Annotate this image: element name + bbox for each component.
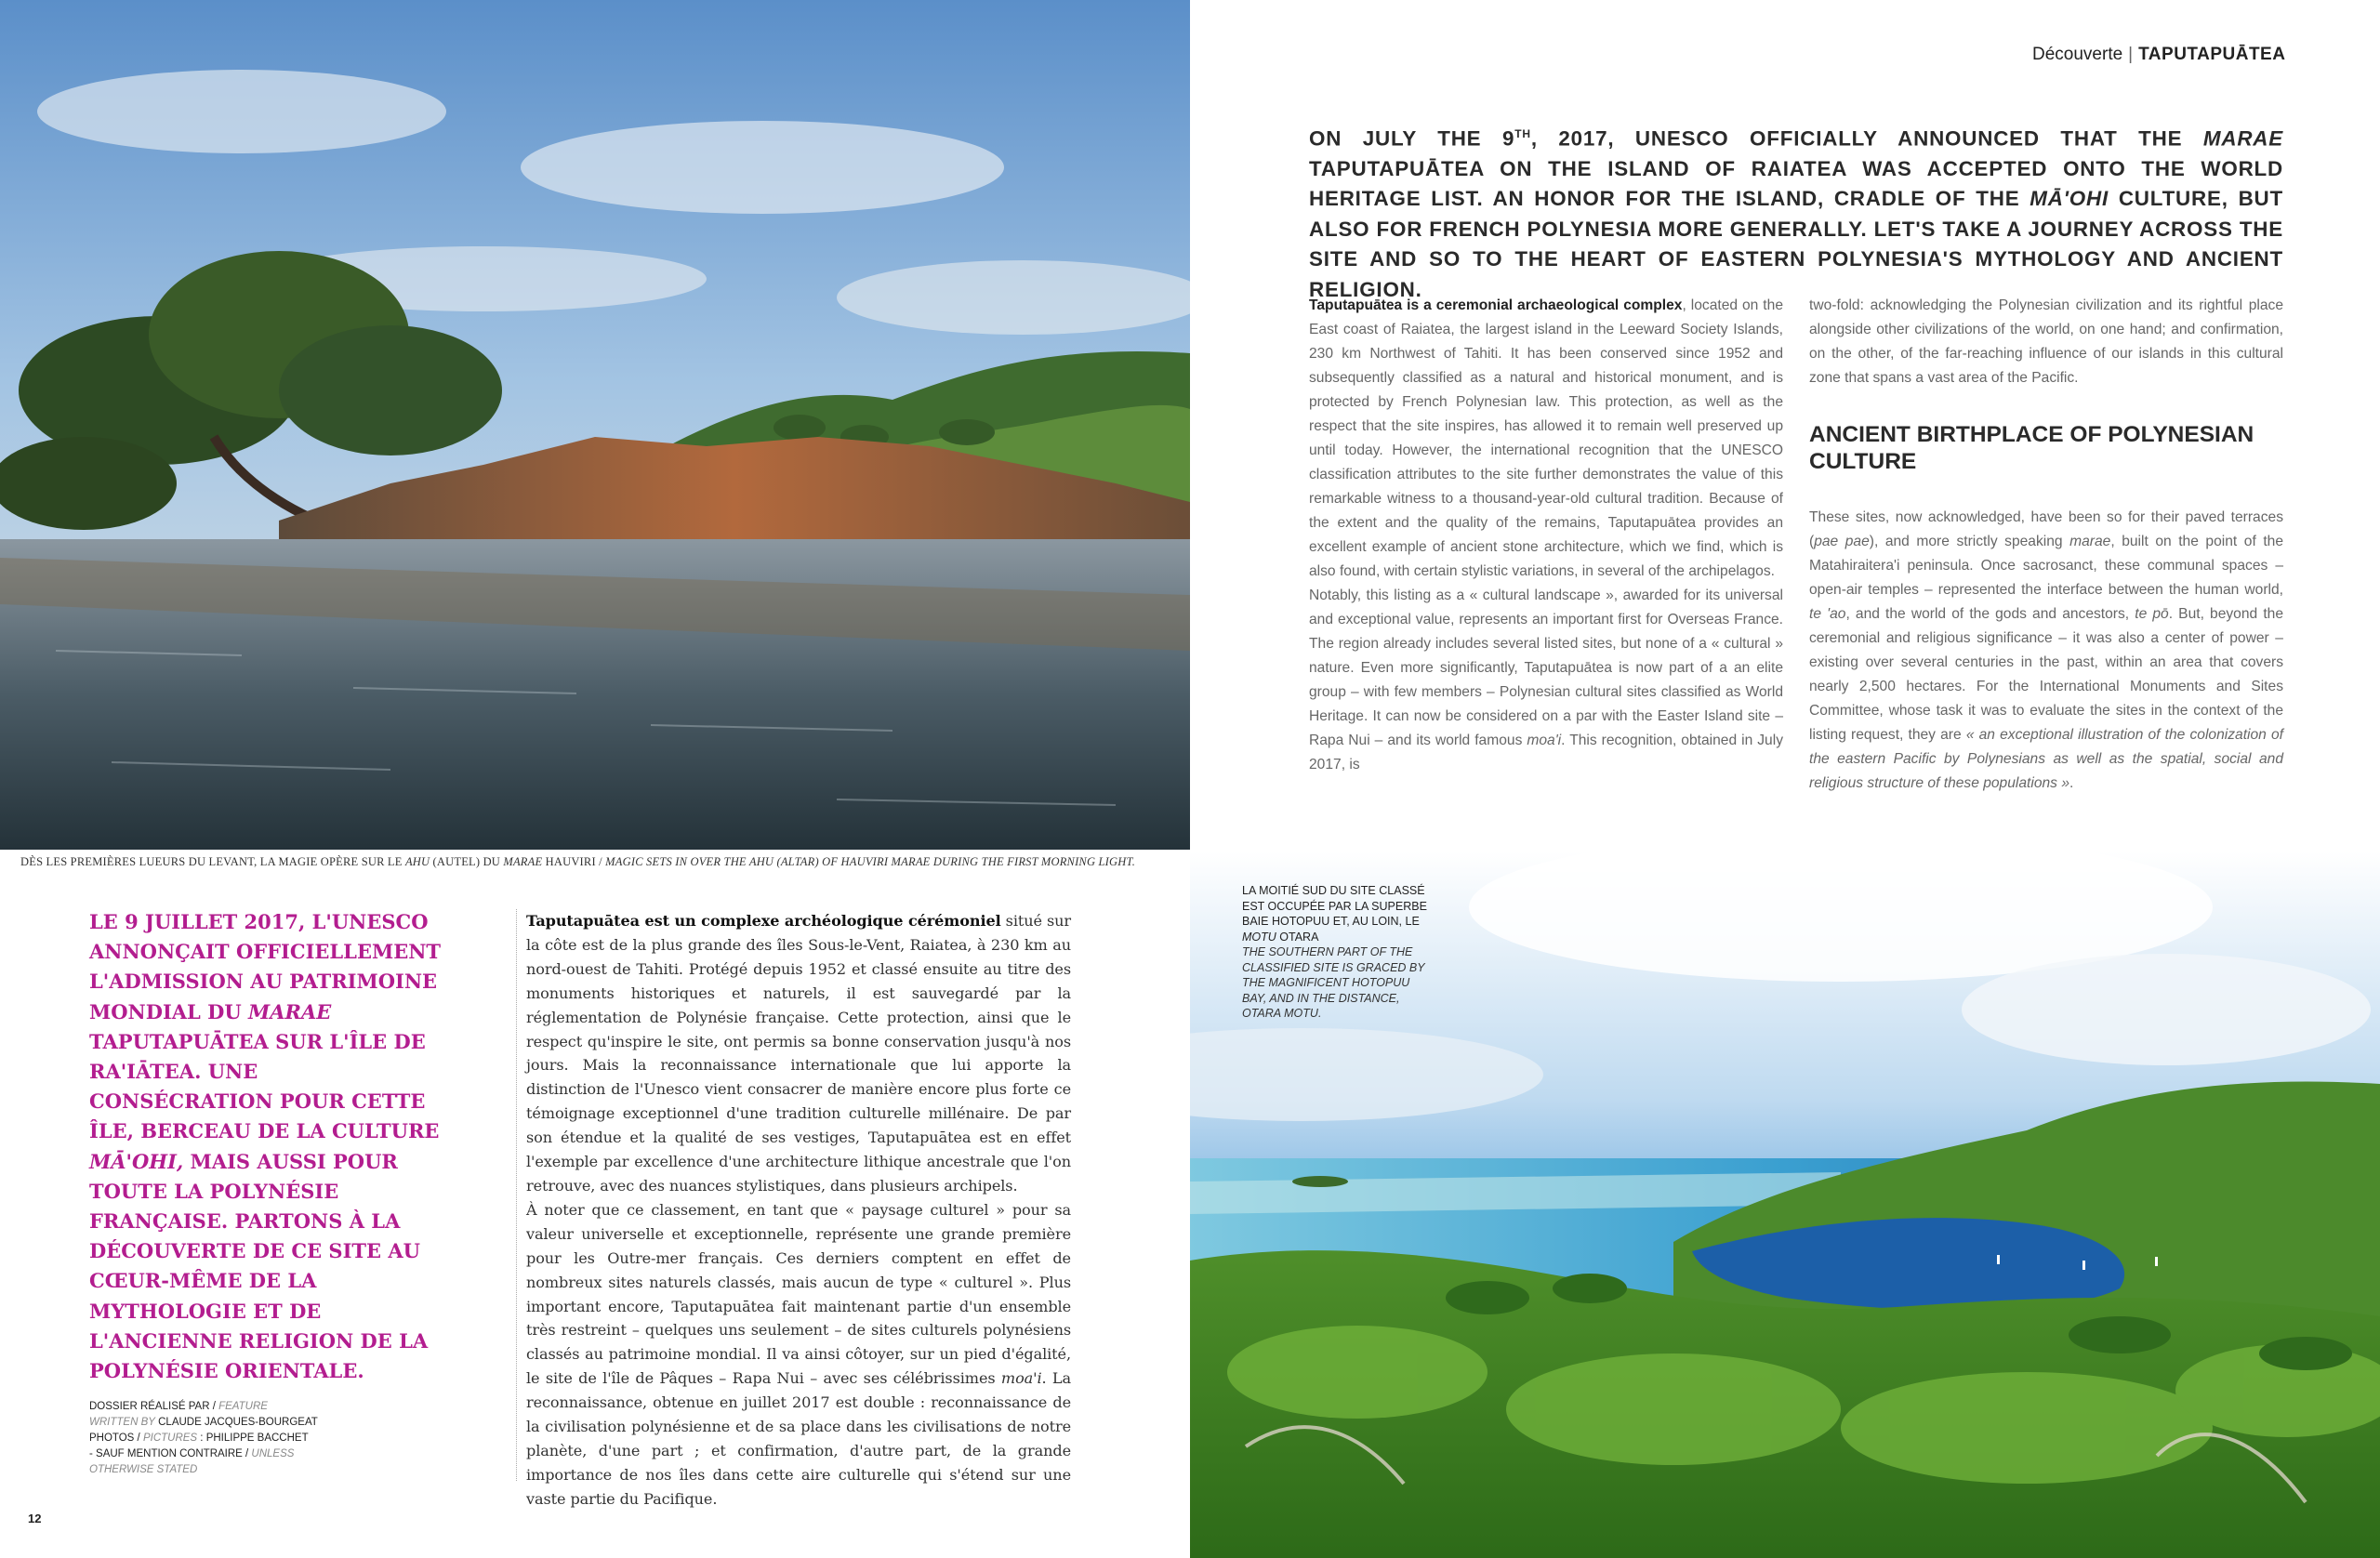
- en-p3-text-d: , and the world of the gods and ancestors,: [1845, 606, 2135, 622]
- en-p3-text-c: , built on the point of the Matahiraitera'i peninsula. Once sacrosanct, these communal spaces – open-air temples – represented the interface between the human world,: [1809, 534, 2283, 598]
- lead-en-text-3: TAPUTAPUĀTEA ON THE ISLAND OF RAIATEA WAS ACCEPTED ONTO THE WORLD HERITAGE LIST. AN HONOR FOR THE ISLAND, CRADLE OF THE: [1309, 156, 2283, 211]
- en-column-2: [1809, 294, 2283, 796]
- credits-written-by: WRITTEN BY: [89, 1417, 155, 1428]
- lead-en-text-2: , 2017, UNESCO OFFICIALLY ANNOUNCED THAT THE: [1530, 126, 2203, 151]
- header-section-label: Découverte: [2032, 45, 2123, 64]
- caption-bottom-motu: MOTU: [1242, 930, 1276, 944]
- lead-en-text-1: ON JULY THE 9: [1309, 126, 1515, 151]
- en-paragraph-2: [1309, 584, 1783, 777]
- column-divider: [516, 909, 517, 1481]
- en-paragraph-2-cont: two-fold: acknowledging the Polynesian civilization and its rightful place alongside other civilizations of the world, on one hand; and confirmation, on the other, of the far-reaching influence of our islands in this cultural zone that spans a vast area of the Pacific.: [1809, 297, 2283, 386]
- en-p3-tepo: te pō: [2135, 606, 2169, 622]
- en-p3-teao: te 'ao: [1809, 606, 1846, 622]
- fr-body: [526, 909, 1071, 1512]
- en-p1-text: , located on the East coast of Raiatea, the largest island in the Leeward Society Islands, 230 km Northwest of Tahiti. It has been conserved since 1952 and subsequently classified as a natural and historical monument, and is protected by French Polynesian law. This protection, as well as the respect that the site inspires, has allowed it to remain well preserved up until today. However, the international recognition that the UNESCO classification attributes to the site further demonstrates the value of this remarkable witness to a thousand-year-old cultural tradition. Because of the extent and the quality of the remains, Taputapuātea provides an excellent example of ancient stone architecture, which we find, which is also found, with certain stylistic variations, in several of the archipelagos.: [1309, 297, 1783, 579]
- caption-bottom-fr-text: LA MOITIÉ SUD DU SITE CLASSÉ EST OCCUPÉE PAR LA SUPERBE BAIE HOTOPUU ET, AU LOIN, LE: [1242, 884, 1427, 928]
- fr-p2-text-a: À noter que ce classement, en tant que « paysage culturel » pour sa valeur universelle et exceptionnelle, représente une grande première pour les Outre-mer français. Ces derniers comptent en effet de nombreux sites naturels classés, mais aucun de type « culturel ». Plus important encore, Taputapuātea fait maintenant partie d'un ensemble très restreint – quelques uns seulement – de sites culturels polynésiens classés au patrimoine mondial. Il va ainsi côtoyer, sur un pied d'égalité, le site de l'île de Pâques – Rapa Nui – avec ses célébrissimes: [526, 1200, 1071, 1388]
- caption-top-en: MAGIC SETS IN OVER THE AHU (ALTAR) OF HAUVIRI MARAE DURING THE FIRST MORNING LIGHT.: [605, 855, 1136, 868]
- en-p3-text-a: These sites, now acknowledged, have been so for their paved terraces (: [1809, 509, 2283, 549]
- fr-p1-bold: Taputapuātea est un complexe archéologique cérémoniel: [526, 912, 1001, 930]
- photo-top-caption: [20, 855, 1173, 869]
- fr-paragraph-2: [526, 1198, 1071, 1512]
- lead-en-sup: TH: [1514, 127, 1531, 140]
- credits-line-1: [89, 1399, 331, 1415]
- credits-line-2: [89, 1415, 331, 1431]
- en-paragraph-1: [1309, 294, 1783, 584]
- caption-bottom-en: THE SOUTHERN PART OF THE CLASSIFIED SITE IS GRACED BY THE MAGNIFICENT HOTOPUU BAY, AND IN THE DISTANCE, OTARA MOTU.: [1242, 945, 1425, 1020]
- fr-paragraph-1: [526, 909, 1071, 1198]
- credits-author: CLAUDE JACQUES-BOURGEAT: [154, 1417, 318, 1428]
- lead-fr-maohi: MĀ'OHI,: [89, 1149, 184, 1173]
- en-p3-paepae: pae pae: [1814, 534, 1870, 549]
- en-p2-moai: moa'i: [1527, 733, 1562, 748]
- lead-fr-text-2: TAPUTAPUĀTEA SUR L'ÎLE DE RA'IĀTEA. UNE CONSÉCRATION POUR CETTE ÎLE, BERCEAU DE LA CULTURE: [89, 1029, 440, 1143]
- lead-fr-text-3: MAIS AUSSI POUR TOUTE LA POLYNÉSIE FRANÇAISE. PARTONS À LA DÉCOUVERTE DE CE SITE AU CŒUR-MÊME DE LA MYTHOLOGIE ET DE L'ANCIENNE RELIGION DE LA POLYNÉSIE ORIENTALE.: [89, 1149, 429, 1383]
- caption-top-fr-text-3: HAUVIRI /: [542, 855, 606, 868]
- running-header: [2032, 45, 2285, 65]
- lead-fr-text-1: LE 9 JUILLET 2017, L'UNESCO ANNONÇAIT OFFICIELLEMENT L'ADMISSION AU PATRIMOINE MONDIAL DU: [89, 910, 442, 1023]
- en-p3-end: .: [2069, 775, 2074, 791]
- credits-pictures-en: PICTURES: [142, 1433, 198, 1444]
- lead-en-marae: MARAE: [2202, 126, 2284, 151]
- en-p3-marae: marae: [2069, 534, 2111, 549]
- credits-line-4: [89, 1446, 331, 1478]
- en-p3-text-b: ), and more strictly speaking: [1869, 534, 2070, 549]
- lead-en-text-4: CULTURE, BUT ALSO FOR FRENCH POLYNESIA MORE GENERALLY. LET'S TAKE A JOURNEY ACROSS THE SITE AND SO TO THE HEART OF EASTERN POLYNESIA'S MYTHOLOGY AND ANCIENT RELIGION.: [1309, 187, 2283, 301]
- en-p3-text-e: . But, beyond the ceremonial and religious significance – it was also a center of power – existing over several centuries in the past, within an area that covers nearly 2,500 hectares. For the International Monuments and Sites Committee, whose task it was to evaluate the sites in the context of the listing request, they are: [1809, 606, 2283, 743]
- caption-top-fr-text-2: (AUTEL) DU: [430, 855, 504, 868]
- en-p2-text-a: Notably, this listing as a « cultural landscape », awarded for its universal and exceptional value, represents an important first for Overseas France. The region already includes several listed sites, but none of a « cultural » nature. Even more significantly, Taputapuātea is now part of a an elite group – with few members – Polynesian cultural sites classified as World Heritage. It can now be considered on a par with the Easter Island site – Rapa Nui – and its world famous: [1309, 588, 1783, 748]
- en-p2-text-b-start: . This recognition, obtained in July 2017, is: [1309, 733, 1783, 772]
- credits-unless-en: UNLESS OTHERWISE STATED: [89, 1448, 295, 1475]
- credits-feature-fr: DOSSIER RÉALISÉ PAR /: [89, 1401, 219, 1412]
- credits-feature-en: FEATURE: [218, 1401, 268, 1412]
- en-p3-quote: « an exceptional illustration of the colonization of the eastern Pacific by Polynesians as well as the spatial, social and religious structure of these populations »: [1809, 727, 2283, 791]
- header-section-title: TAPUTAPUĀTEA: [2138, 45, 2286, 64]
- fr-p2-moai: moa'i: [1000, 1369, 1042, 1388]
- caption-top-marae: MARAE: [503, 855, 543, 868]
- en-p1-bold: Taputapuātea is a ceremonial archaeological complex: [1309, 297, 1683, 313]
- lead-fr: [89, 907, 443, 1386]
- caption-bottom-fr: [1242, 883, 1437, 944]
- header-separator: |: [2128, 45, 2134, 64]
- caption-bottom-fr-text-2: OTARA: [1276, 930, 1319, 944]
- credits-photos-fr: PHOTOS /: [89, 1433, 143, 1444]
- lead-en: [1309, 119, 2283, 305]
- photo-marae-hauviri: [0, 0, 1190, 850]
- caption-top-ahu: AHU: [404, 855, 430, 868]
- credits-photographer: : PHILIPPE BACCHET: [197, 1433, 309, 1444]
- credits-line-3: [89, 1431, 331, 1446]
- lead-en-maohi: MĀ'OHI: [2030, 187, 2109, 211]
- en-paragraph-3: [1809, 506, 2283, 796]
- fr-p1-text: situé sur la côte est de la plus grande des îles Sous-le-Vent, Raiatea, à 230 km au nord-ouest de Tahiti. Protégé depuis 1952 et classé ensuite au titre des monuments historiques et naturels, il est sauvegardé par la réglementation de Polynésie française. Cette protection, ainsi que le respect qu'inspire le site, ont permis sa bonne conservation jusqu'à nos jours. Mais la reconnaissance internationale que lui apporte la distinction de l'Unesco vient consacrer de manière encore plus forte ce témoignage exceptionnel d'une tradition culturelle millénaire. De par son étendue et la qualité de ses vestiges, Taputapuātea est en effet l'exemple par excellence d'une architecture lithique ancestrale que l'on retrouve, avec des nuances stylistiques, dans plusieurs archipels.: [526, 912, 1072, 1195]
- credits: [89, 1399, 331, 1478]
- en-column-1: [1309, 294, 1783, 777]
- credits-unless-fr: - SAUF MENTION CONTRAIRE /: [89, 1448, 252, 1459]
- fr-p2-text-b: . La reconnaissance, obtenue en juillet 2017 est double : reconnaissance de la civilisation polynésienne et de sa place dans les civilisations de notre planète, d'une part ; et confirmation, d'autre part, de la grande importance de nos îles dans cette aire culturelle qui s'étend sur une vaste partie du Pacifique.: [526, 1369, 1071, 1508]
- page-number: 12: [28, 1512, 42, 1525]
- lead-fr-marae: MARAE: [247, 999, 332, 1023]
- en-subheading: ANCIENT BIRTHPLACE OF POLYNESIAN CULTURE: [1809, 422, 2254, 474]
- caption-top-fr-text: DÈS LES PREMIÈRES LUEURS DU LEVANT, LA MAGIE OPÈRE SUR LE: [20, 855, 405, 868]
- photo-bottom-caption: [1242, 883, 1437, 1022]
